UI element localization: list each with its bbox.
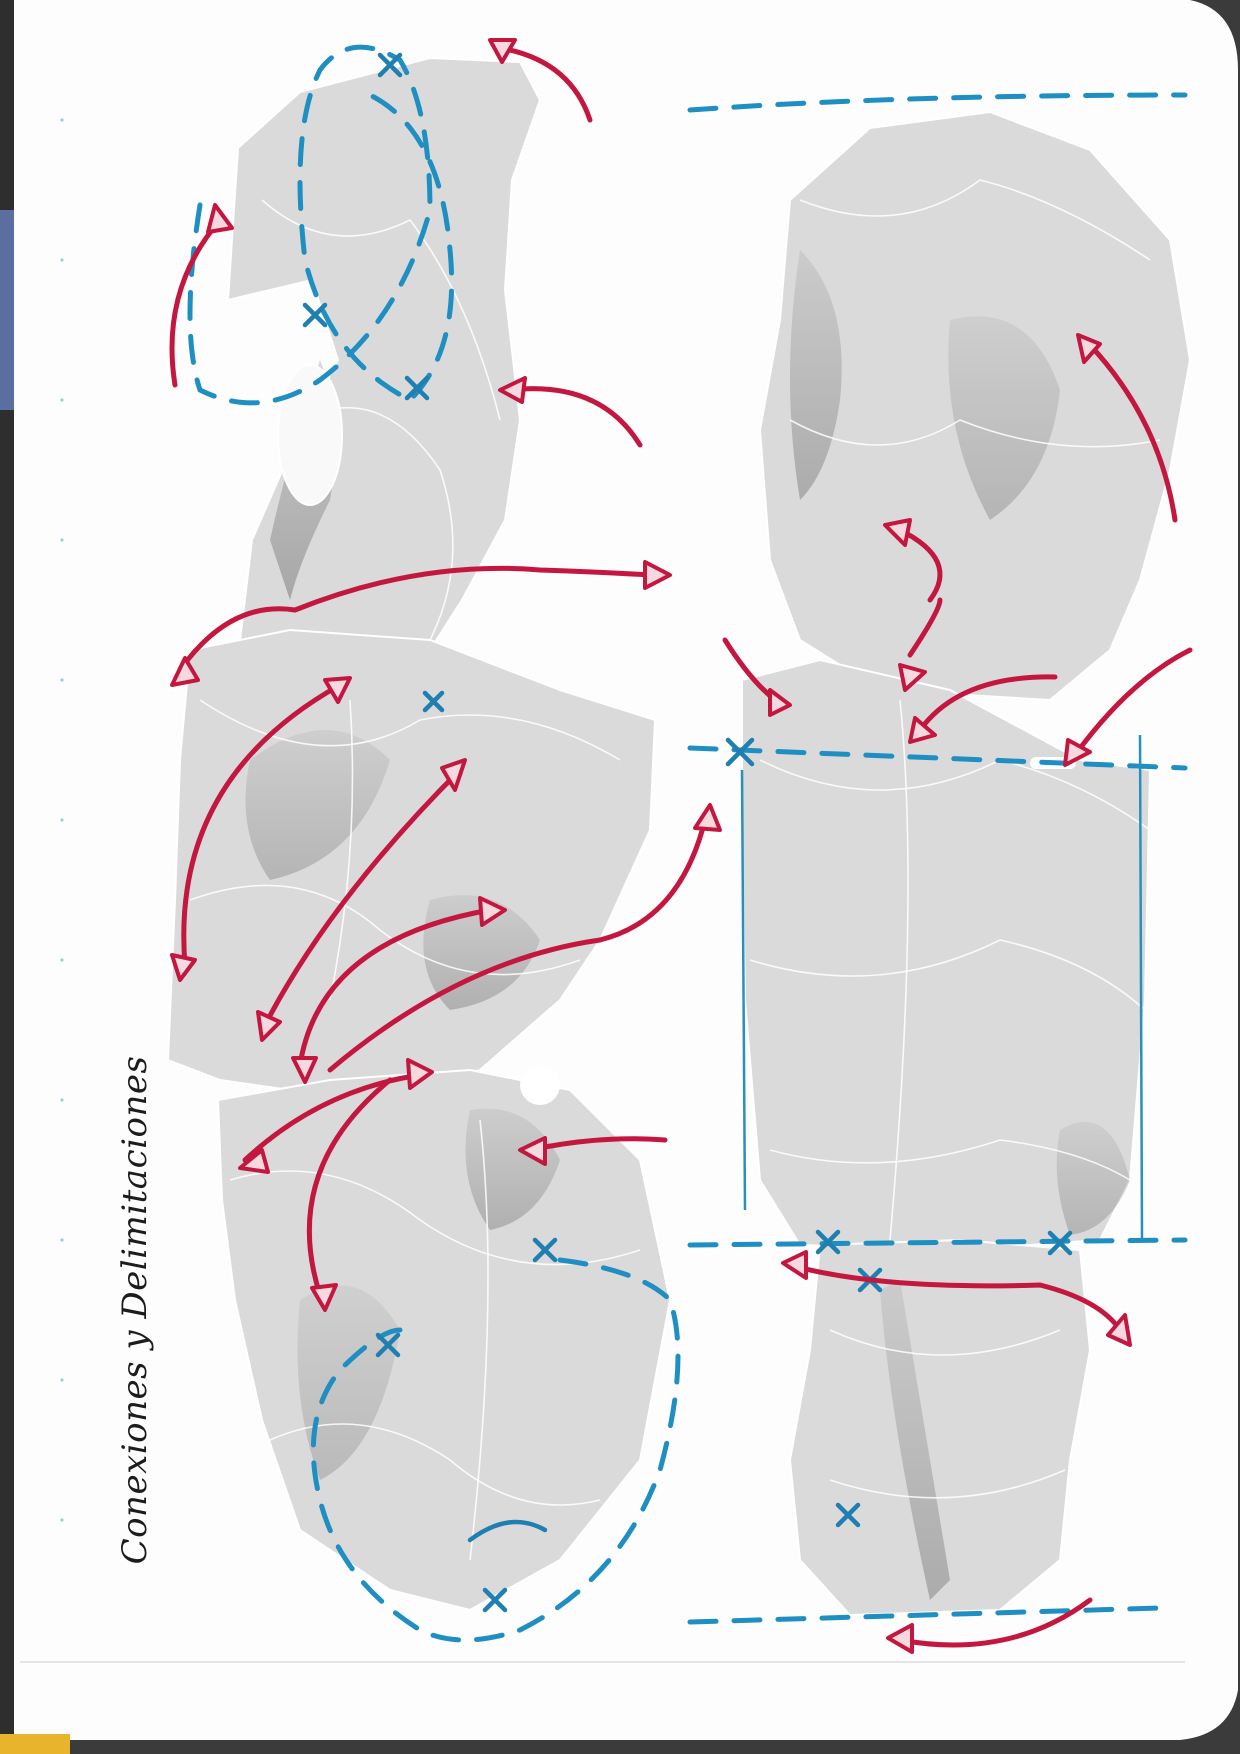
cover-accent bbox=[0, 1734, 70, 1754]
cover-tab-blue bbox=[0, 210, 14, 410]
page-title: Conexiones y Delimitaciones bbox=[115, 1055, 155, 1565]
